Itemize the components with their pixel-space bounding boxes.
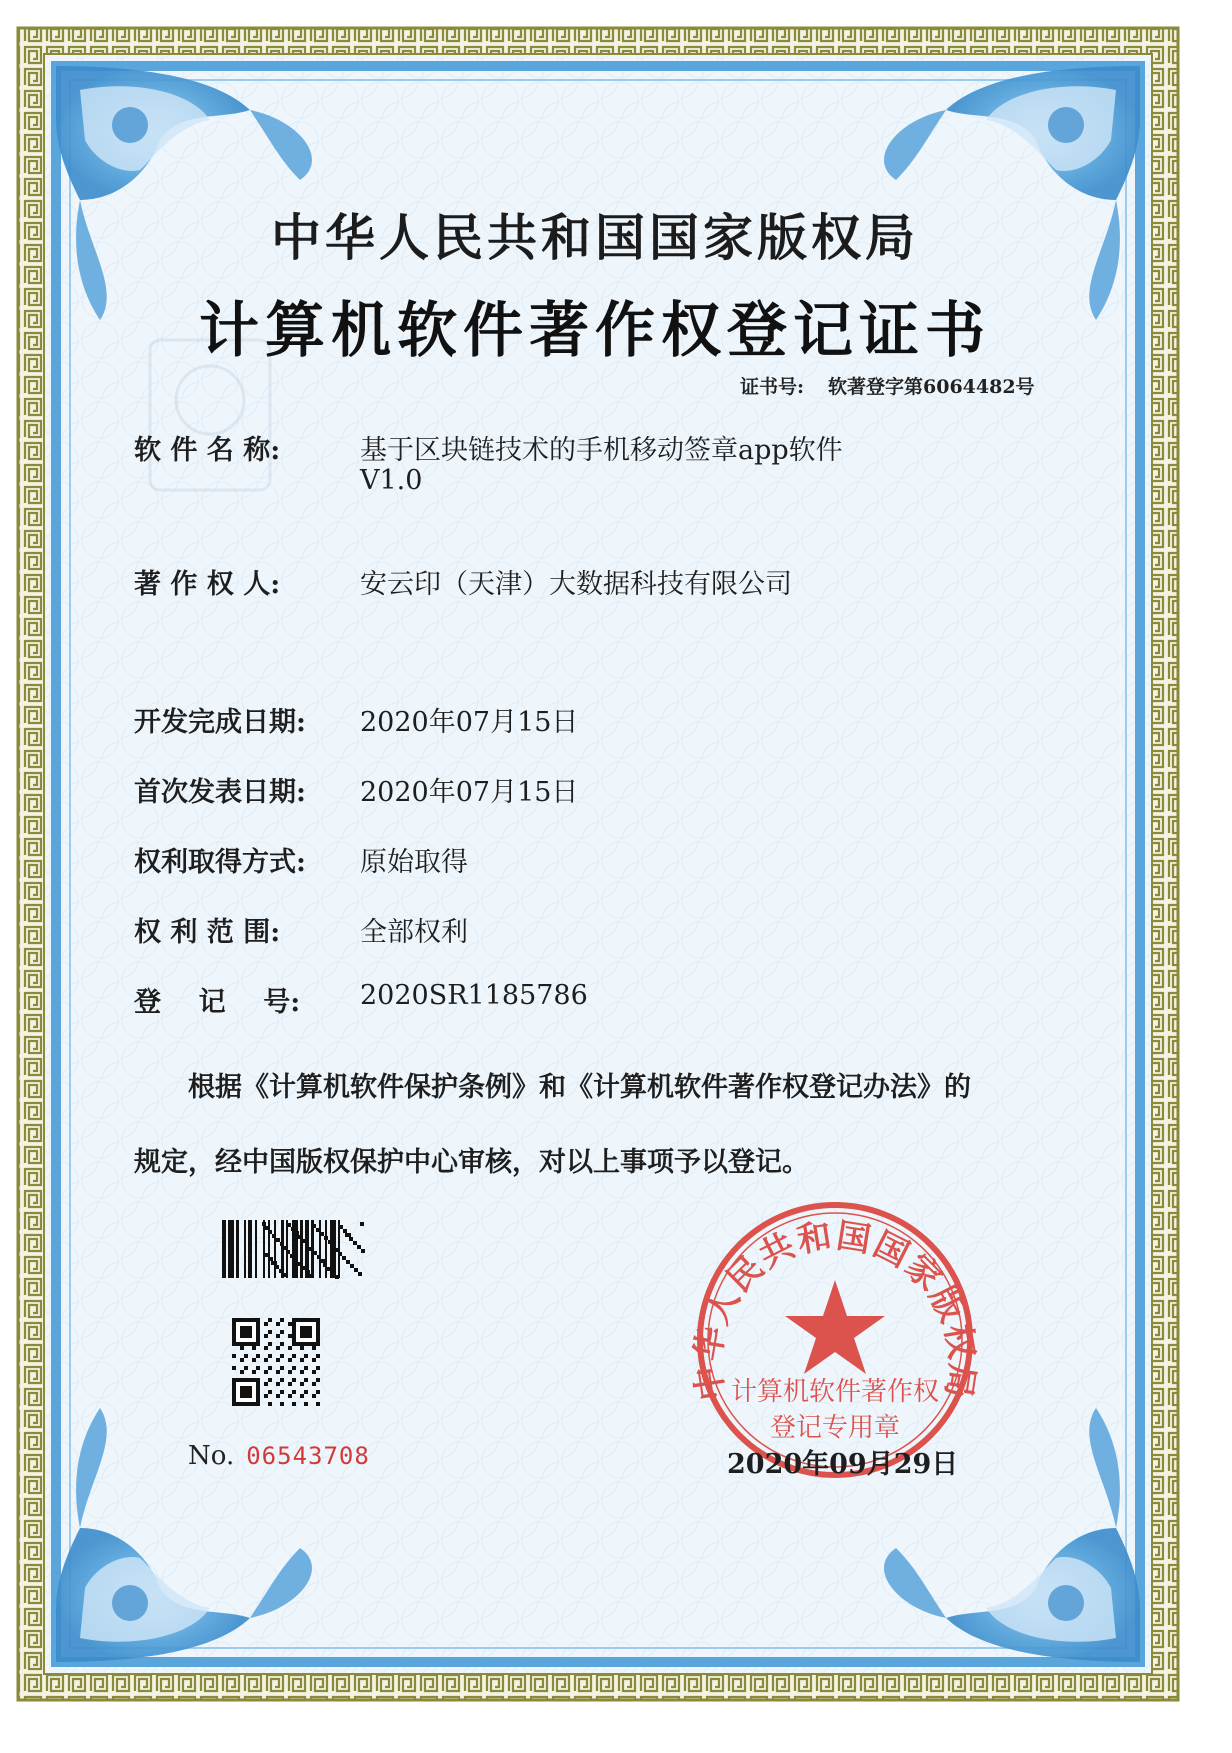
statement-line-1: 根据《计算机软件保护条例》和《计算机软件著作权登记办法》的 xyxy=(188,1072,971,1103)
software-name-label: 软 件 名 称: xyxy=(134,435,281,466)
serial-number xyxy=(188,1441,370,1471)
svg-text:计算机软件著作权: 计算机软件著作权 xyxy=(730,1377,940,1407)
registration-number-label: 登 记 号: xyxy=(134,987,301,1018)
svg-text:登记专用章: 登记专用章 xyxy=(769,1413,901,1443)
completion-date-label: 开发完成日期: xyxy=(134,707,306,738)
copyright-owner-label: 著 作 权 人: xyxy=(134,569,281,600)
publication-date-label: 首次发表日期: xyxy=(134,777,306,808)
certificate-title: 计算机软件著作权登记证书 xyxy=(199,296,991,366)
statement-line-2: 规定，经中国版权保护中心审核，对以上事项予以登记。 xyxy=(134,1147,809,1178)
serial-prefix: No. xyxy=(188,1441,235,1471)
completion-date-value: 2020年07月15日 xyxy=(360,707,579,738)
software-version-value: V1.0 xyxy=(360,465,423,496)
issuing-authority-title: 中华人民共和国国家版权局 xyxy=(271,208,919,267)
serial-number-value: 06543708 xyxy=(246,1442,370,1470)
registration-number-value: 2020SR1185786 xyxy=(360,980,588,1011)
certificate-number-value: 软著登字第6064482号 xyxy=(828,376,1035,398)
certificate-number-label: 证书号: xyxy=(740,376,805,398)
svg-text:中华人民共和国国家版权局: 中华人民共和国国家版权局 xyxy=(687,1215,983,1403)
acquisition-method-value: 原始取得 xyxy=(360,847,468,878)
rights-scope-value: 全部权利 xyxy=(360,917,468,948)
issue-date: 2020年09月29日 xyxy=(727,1449,959,1480)
publication-date-value: 2020年07月15日 xyxy=(360,777,579,808)
acquisition-method-label: 权利取得方式: xyxy=(134,847,306,878)
software-name-value: 基于区块链技术的手机移动签章app软件 xyxy=(360,435,843,466)
copyright-owner-value: 安云印（天津）大数据科技有限公司 xyxy=(360,569,792,600)
certificate-number xyxy=(740,372,1035,399)
rights-scope-label: 权 利 范 围: xyxy=(134,917,281,948)
